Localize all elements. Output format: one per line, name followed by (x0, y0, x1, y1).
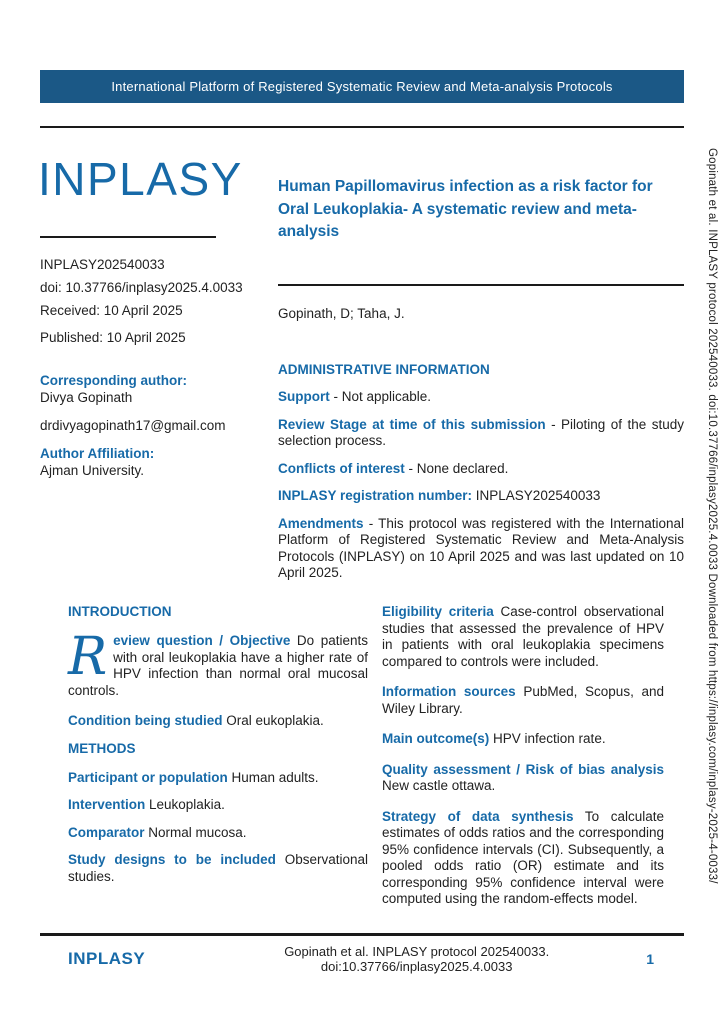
admin-item-text: - None declared. (404, 460, 509, 476)
vertical-citation-text: Gopinath et al. INPLASY protocol 202540033. doi:10.37766/inplasy2025.4.0033 Downloaded from https://inplasy.com/inplasy-2025-4-0033/ (706, 148, 718, 884)
review-question-label: eview question / Objective (113, 633, 291, 648)
information-sources-paragraph (382, 684, 664, 717)
administrative-information-section (278, 362, 684, 593)
comparator-text: Normal mucosa. (144, 824, 247, 840)
authors-divider (278, 284, 684, 286)
admin-item-label: Support (278, 389, 330, 404)
admin-item-support (278, 389, 684, 406)
doi-text: doi: 10.37766/inplasy2025.4.0033 (40, 280, 243, 295)
main-outcomes-paragraph (382, 731, 664, 748)
quality-assessment-text: New castle ottawa. (382, 778, 496, 793)
footer-inplasy-logo: INPLASY (68, 949, 146, 968)
main-outcomes-text: HPV infection rate. (489, 731, 606, 746)
admin-item-text: INPLASY202540033 (472, 488, 601, 503)
quality-assessment-label: Quality assessment / Risk of bias analysis (382, 761, 664, 777)
admin-item-label: Conflicts of interest (278, 460, 405, 476)
comparator-label: Comparator (68, 824, 145, 840)
participant-text: Human adults. (227, 769, 319, 785)
spacer (40, 406, 265, 417)
condition-text: Oral eukoplakia. (222, 713, 324, 728)
received-date: Received: 10 April 2025 (40, 303, 183, 318)
strategy-label: Strategy of data synthesis (382, 808, 574, 824)
participant-label: Participant or population (68, 769, 228, 785)
condition-paragraph (68, 713, 368, 730)
dropcap-letter: R (68, 627, 108, 687)
footer (40, 946, 684, 972)
article-title: Human Papillomavirus infection as a risk factor for Oral Leukoplakia- A systematic review and meta-analysis (278, 178, 653, 240)
inplasy-logo: INPLASY (38, 153, 243, 205)
review-question-paragraph (68, 627, 368, 699)
strategy-text: To calculate estimates of odds ratios and the corresponding 95% confidence intervals (CI). Subsequently, a pooled odds ratio (OR) estimate and its corresponding 95% confidence interval were computed using the random-effects model. (382, 808, 664, 906)
top-divider (40, 126, 684, 128)
platform-banner (40, 70, 684, 103)
condition-label: Condition being studied (68, 713, 223, 728)
left-column (68, 604, 368, 919)
intervention-text: Leukoplakia. (145, 797, 225, 812)
eligibility-text: Case-control observational studies that assessed the prevalence of HPV in patients with oral leukoplakia specimens compared to controls were included. (382, 604, 664, 669)
intervention-paragraph (68, 797, 368, 814)
eligibility-label: Eligibility criteria (382, 604, 494, 619)
eligibility-paragraph (382, 604, 664, 670)
contact-block (40, 372, 265, 479)
registration-id: INPLASY202540033 (40, 257, 165, 272)
admin-item-text: - This protocol was registered with the International Platform of Registered Systematic Review and Meta-Analysis Protocols (INPLASY) on 10 April 2025 and was last updated on 10 April 2025. (278, 515, 684, 580)
protocol-meta (40, 253, 243, 349)
article-authors: Gopinath, D; Taha, J. (278, 306, 405, 321)
affiliation-value: Ajman University. (40, 463, 145, 478)
admin-item-conflicts (278, 461, 684, 478)
main-outcomes-label: Main outcome(s) (382, 731, 490, 746)
introduction-heading: INTRODUCTION (68, 604, 172, 619)
admin-item-label: Amendments (278, 515, 364, 531)
spacer (40, 434, 265, 445)
author-email: drdivyagopinath17@gmail.com (40, 418, 226, 433)
study-designs-label: Study designs to be included (68, 852, 276, 867)
footer-divider (40, 933, 684, 936)
admin-item-amendments (278, 516, 684, 582)
study-designs-text: Observational studies. (68, 852, 368, 884)
admin-item-text: - Piloting of the study selection process. (278, 416, 685, 448)
platform-banner-text: International Platform of Registered Systematic Review and Meta-analysis Protocols (111, 79, 613, 94)
admin-item-registration (278, 488, 684, 505)
participant-paragraph (68, 770, 368, 787)
comparator-paragraph (68, 825, 368, 842)
information-sources-text: PubMed, Scopus, and Wiley Library. (382, 684, 664, 716)
study-designs-paragraph (68, 852, 368, 885)
admin-item-review-stage (278, 417, 684, 450)
quality-assessment-paragraph (382, 762, 664, 795)
affiliation-label: Author Affiliation: (40, 446, 155, 461)
corresponding-author-label: Corresponding author: (40, 373, 187, 388)
admin-heading: ADMINISTRATIVE INFORMATION (278, 362, 490, 377)
intervention-label: Intervention (68, 797, 146, 812)
admin-item-text: - Not applicable. (329, 389, 432, 404)
review-question-text: Do patients with oral leukoplakia have a higher rate of HPV infection than normal oral mucosal controls. (68, 633, 368, 698)
admin-item-label: Review Stage at time of this submission (278, 416, 546, 432)
right-column (382, 604, 664, 919)
footer-citation: Gopinath et al. INPLASY protocol 202540033. doi:10.37766/inplasy2025.4.0033 (284, 944, 550, 974)
methods-heading: METHODS (68, 740, 136, 756)
published-date: Published: 10 April 2025 (40, 330, 186, 345)
corresponding-author-name: Divya Gopinath (40, 390, 133, 405)
information-sources-label: Information sources (382, 684, 516, 699)
strategy-paragraph (382, 809, 664, 908)
page-number: 1 (646, 951, 654, 967)
logo-divider (40, 236, 216, 238)
body-columns (68, 604, 664, 919)
admin-item-label: INPLASY registration number: (278, 488, 473, 503)
